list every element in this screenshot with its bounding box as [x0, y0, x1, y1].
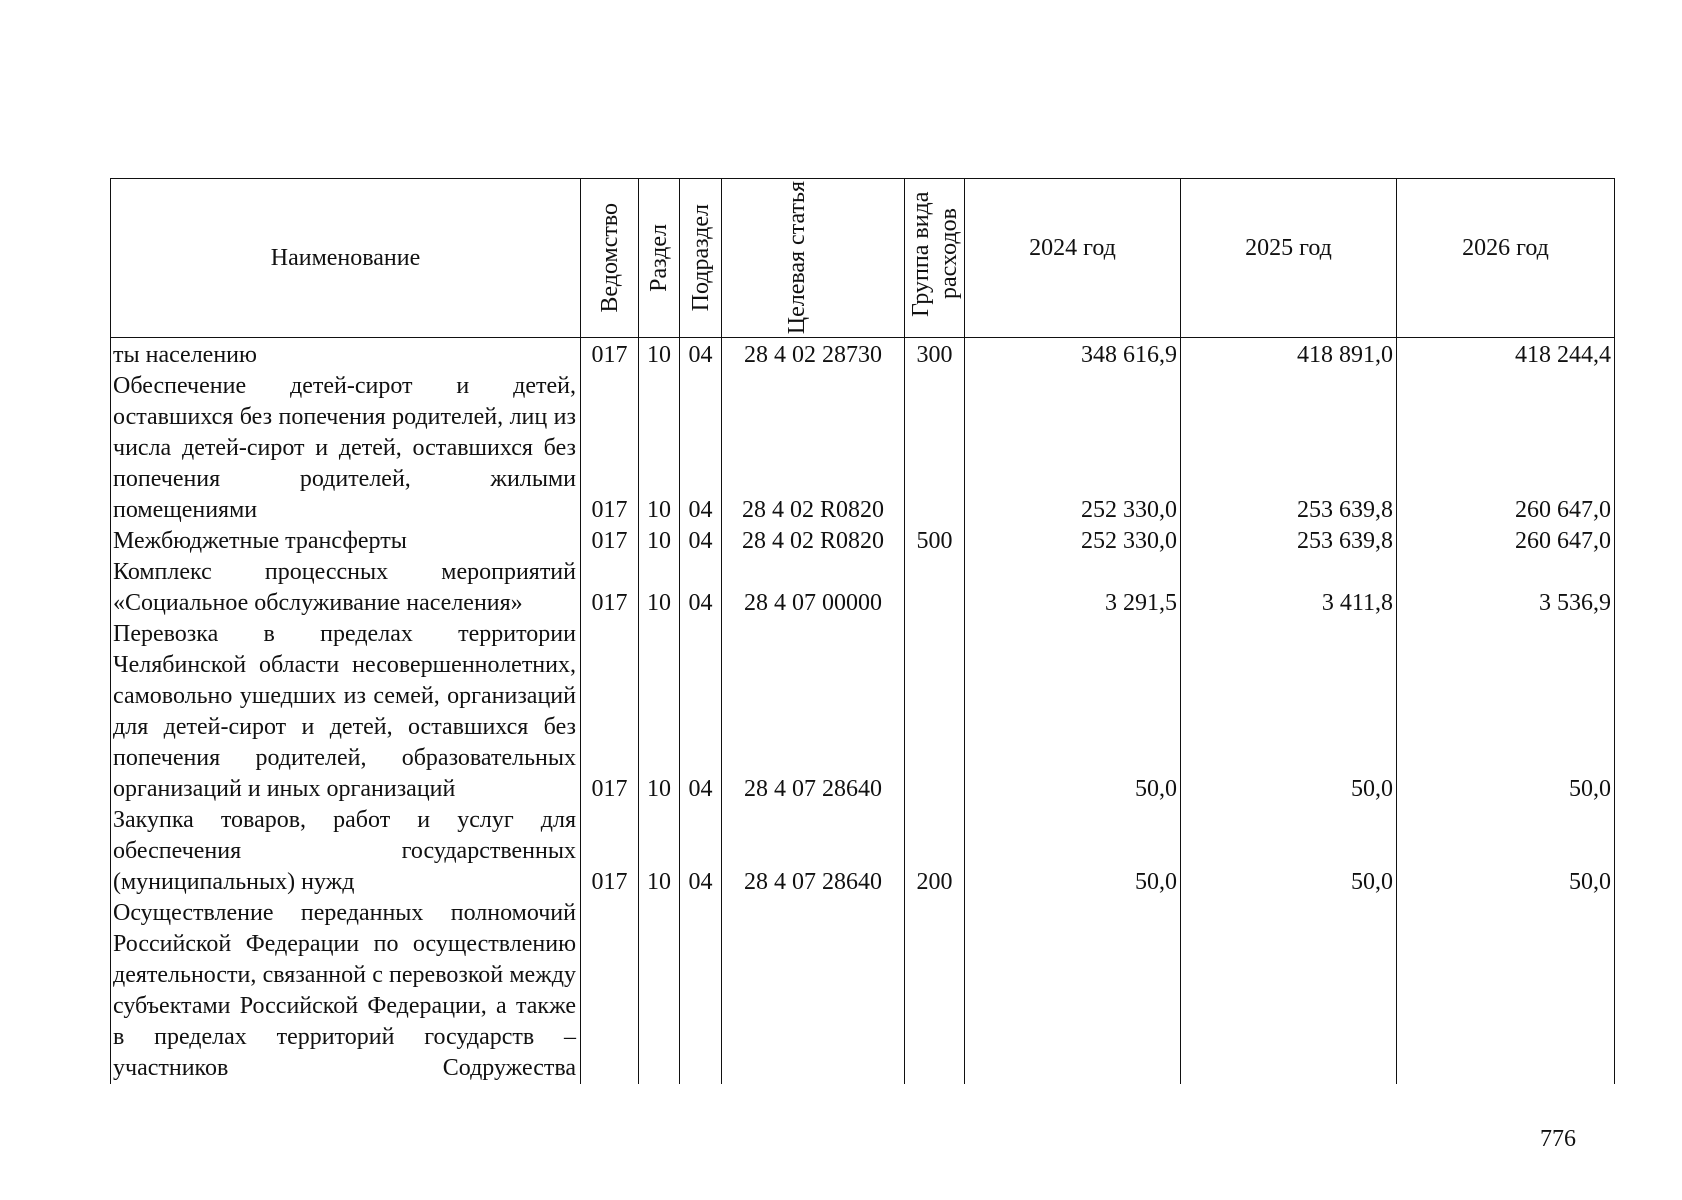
header-2026: 2026 год — [1397, 179, 1615, 338]
row-target: 28 4 07 28640 — [722, 805, 905, 898]
row-dept: 017 — [581, 619, 639, 805]
row-section: 10 — [639, 338, 680, 372]
row-name: ты населению — [111, 338, 581, 372]
row-2026 — [1397, 898, 1615, 1084]
row-2026: 50,0 — [1397, 805, 1615, 898]
header-dept: Ведомство — [581, 179, 639, 338]
row-2026: 50,0 — [1397, 619, 1615, 805]
row-2025: 253 639,8 — [1181, 526, 1397, 557]
row-dept: 017 — [581, 557, 639, 619]
row-group: 200 — [905, 805, 965, 898]
header-2024: 2024 год — [965, 179, 1181, 338]
header-subsection: Подраздел — [680, 179, 722, 338]
row-2026: 260 647,0 — [1397, 371, 1615, 526]
row-name: Обеспечение детей-сирот и детей, оставшихся без попечения родителей, лиц из числа детей-сирот и детей, оставшихся без попечения родителей, жилыми помещениями — [111, 371, 581, 526]
row-name: Межбюджетные трансферты — [111, 526, 581, 557]
row-2024: 50,0 — [965, 805, 1181, 898]
row-2025 — [1181, 898, 1397, 1084]
row-subsection: 04 — [680, 371, 722, 526]
row-name: Осуществление переданных полномочий Российской Федерации по осуществлению деятельности, связанной с перевозкой между субъектами Российской Федерации, а также в пределах территорий государств – участников Содружества — [111, 898, 581, 1084]
header-name: Наименование — [111, 179, 581, 338]
row-section: 10 — [639, 526, 680, 557]
row-dept: 017 — [581, 371, 639, 526]
row-2024: 348 616,9 — [965, 338, 1181, 372]
table-row — [111, 805, 1615, 898]
row-2025: 50,0 — [1181, 805, 1397, 898]
row-subsection: 04 — [680, 526, 722, 557]
row-group — [905, 371, 965, 526]
table-row — [111, 898, 1615, 1084]
row-target: 28 4 02 28730 — [722, 338, 905, 372]
row-subsection: 04 — [680, 619, 722, 805]
row-target — [722, 898, 905, 1084]
row-2025: 418 891,0 — [1181, 338, 1397, 372]
row-subsection: 04 — [680, 338, 722, 372]
row-2024: 3 291,5 — [965, 557, 1181, 619]
row-target: 28 4 02 R0820 — [722, 371, 905, 526]
row-name: Закупка товаров, работ и услуг для обеспечения государственных (муниципальных) нужд — [111, 805, 581, 898]
header-target: Целевая статья — [722, 179, 905, 338]
row-2025: 253 639,8 — [1181, 371, 1397, 526]
row-target: 28 4 07 28640 — [722, 619, 905, 805]
row-section: 10 — [639, 371, 680, 526]
table-row — [111, 557, 1615, 619]
row-target: 28 4 02 R0820 — [722, 526, 905, 557]
row-group — [905, 619, 965, 805]
row-group: 500 — [905, 526, 965, 557]
row-name: Перевозка в пределах территории Челябинской области несовершеннолетних, самовольно ушедших из семей, организаций для детей-сирот и детей, оставшихся без попечения родителей, образовательных организаций и иных организаций — [111, 619, 581, 805]
row-dept: 017 — [581, 338, 639, 372]
row-section: 10 — [639, 619, 680, 805]
header-expense-group: Группа вида расходов — [905, 179, 965, 338]
table-row — [111, 619, 1615, 805]
row-name: Комплекс процессных мероприятий «Социальное обслуживание населения» — [111, 557, 581, 619]
row-2024: 252 330,0 — [965, 526, 1181, 557]
row-dept: 017 — [581, 805, 639, 898]
row-2024: 252 330,0 — [965, 371, 1181, 526]
row-2025: 50,0 — [1181, 619, 1397, 805]
row-2024 — [965, 898, 1181, 1084]
row-group — [905, 898, 965, 1084]
table-row — [111, 526, 1615, 557]
page-number: 776 — [1540, 1126, 1576, 1152]
row-2026: 3 536,9 — [1397, 557, 1615, 619]
row-2025: 3 411,8 — [1181, 557, 1397, 619]
row-dept — [581, 898, 639, 1084]
row-group — [905, 557, 965, 619]
row-target: 28 4 07 00000 — [722, 557, 905, 619]
row-group: 300 — [905, 338, 965, 372]
row-section — [639, 898, 680, 1084]
row-subsection: 04 — [680, 805, 722, 898]
header-section: Раздел — [639, 179, 680, 338]
row-2024: 50,0 — [965, 619, 1181, 805]
table-row — [111, 371, 1615, 526]
row-subsection — [680, 898, 722, 1084]
budget-table — [110, 178, 1615, 1084]
row-2026: 260 647,0 — [1397, 526, 1615, 557]
table-row — [111, 338, 1615, 372]
row-subsection: 04 — [680, 557, 722, 619]
header-row — [111, 179, 1615, 338]
row-section: 10 — [639, 557, 680, 619]
row-2026: 418 244,4 — [1397, 338, 1615, 372]
row-section: 10 — [639, 805, 680, 898]
row-dept: 017 — [581, 526, 639, 557]
header-2025: 2025 год — [1181, 179, 1397, 338]
